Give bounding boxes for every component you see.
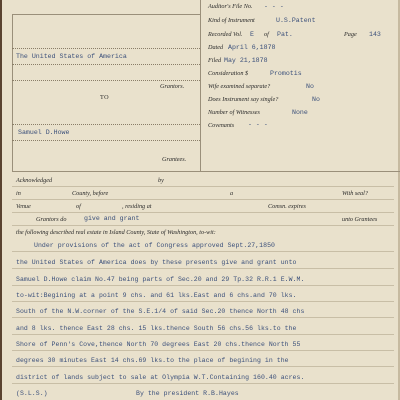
- auditor-file-value: - - -: [264, 3, 284, 10]
- consideration-label: Consideration $: [208, 70, 249, 77]
- kind-value: U.S.Patent: [276, 17, 316, 24]
- body-line-2: the United States of America does by these presents give and grant unto: [16, 259, 297, 266]
- to-label: TO: [100, 94, 110, 101]
- ack-in-label: in: [16, 190, 21, 197]
- box-divider: [200, 0, 201, 171]
- grantors-do-value: give and grant: [84, 215, 140, 222]
- page-label: Page: [344, 31, 357, 38]
- box-top-left: [12, 14, 200, 15]
- grantor-name: The United States of America: [16, 53, 127, 60]
- grantee-name: Samuel D.Howe: [18, 129, 70, 136]
- single-label: Does Instrument say single?: [208, 96, 279, 103]
- body-line-6: and 8 lks. thence East 28 chs. 15 lks.thence South 56 chs.56 lks.to the: [16, 325, 297, 332]
- recorded-of: Pat.: [277, 31, 293, 38]
- grantees-label: Grantees.: [162, 156, 187, 163]
- comsn-expires-label: Comsn. expires: [268, 203, 306, 210]
- body-line-4: to-wit:Begining at a point 9 chs. and 61 lks.East and 6 chs.and 70 lks.: [16, 292, 297, 299]
- ack-a-label: a: [230, 190, 234, 197]
- grantors-do-label: Grantors do: [36, 216, 67, 223]
- single-value: No: [312, 96, 320, 103]
- unto-grantees-label: unto Grantees: [342, 216, 378, 223]
- grantor-guide-2: [12, 64, 200, 65]
- grantor-guide-1: [12, 48, 200, 49]
- county-before-label: County, before: [72, 190, 109, 197]
- recorded-vol: E: [250, 31, 254, 38]
- page-value: 143: [369, 31, 381, 38]
- covenants-value: - - -: [248, 121, 268, 128]
- filed-label: Filed: [208, 57, 222, 64]
- dated-value: April 6,1878: [228, 44, 276, 51]
- kind-label: Kind of Instrument: [208, 17, 255, 24]
- grantee-guide-2: [12, 140, 200, 141]
- president-line: By the president R.B.Hayes: [136, 390, 239, 397]
- box-left: [12, 14, 13, 171]
- recorded-label: Recorded Vol.: [208, 31, 243, 38]
- dated-label: Dated: [208, 44, 224, 51]
- wife-examined-label: Wife examined separate?: [208, 83, 271, 90]
- residing-at-label: , residing at: [122, 203, 152, 210]
- body-line-1: Under provisions of the act of Congress approved Sept.27,1850: [34, 242, 275, 249]
- following-described-label: the following described real estate in Island County, State of Washington, to-wit:: [16, 229, 216, 236]
- body-line-8: degrees 30 minutes East 14 chs.69 lks.to the place of begining in the: [16, 357, 289, 364]
- auditor-file-label: Auditor's File No.: [208, 3, 253, 10]
- witnesses-label: Number of Witnesses: [208, 109, 260, 116]
- body-line-7: Shore of Penn's Cove,thence North 70 degrees East 20 chs.thence North 55: [16, 341, 301, 348]
- body-line-3: Samuel D.Howe claim No.47 being parts of Sec.20 and 29 Tp.32 R.R.1 E.W.M.: [16, 276, 305, 283]
- grantee-guide-1: [12, 124, 200, 125]
- venue-label: Venue: [16, 203, 31, 210]
- acknowledged-label: Acknowledged: [16, 177, 53, 184]
- ack-by-label: by: [158, 177, 164, 184]
- witnesses-value: None: [292, 109, 308, 116]
- filed-value: May 21,1878: [224, 57, 268, 64]
- wife-examined-value: No: [306, 83, 314, 90]
- grantors-label: Grantors.: [160, 83, 185, 90]
- consideration-value: Promotis: [270, 70, 302, 77]
- covenants-label: Covenants: [208, 122, 235, 129]
- body-line-5: South of the N.W.corner of the S.E.1/4 of said Sec.20 thence North 48 chs: [16, 308, 305, 315]
- seal-text: (S.L.S.): [16, 390, 48, 397]
- body-line-9: district of lands subject to sale at Olympia W.T.Containing 160.40 acres.: [16, 374, 305, 381]
- with-seal-label: With seal?: [342, 190, 368, 197]
- recorded-of-label: of: [264, 31, 269, 38]
- venue-of-label: of: [76, 203, 81, 210]
- box-bottom: [12, 171, 400, 172]
- grantor-guide-3: [12, 80, 200, 81]
